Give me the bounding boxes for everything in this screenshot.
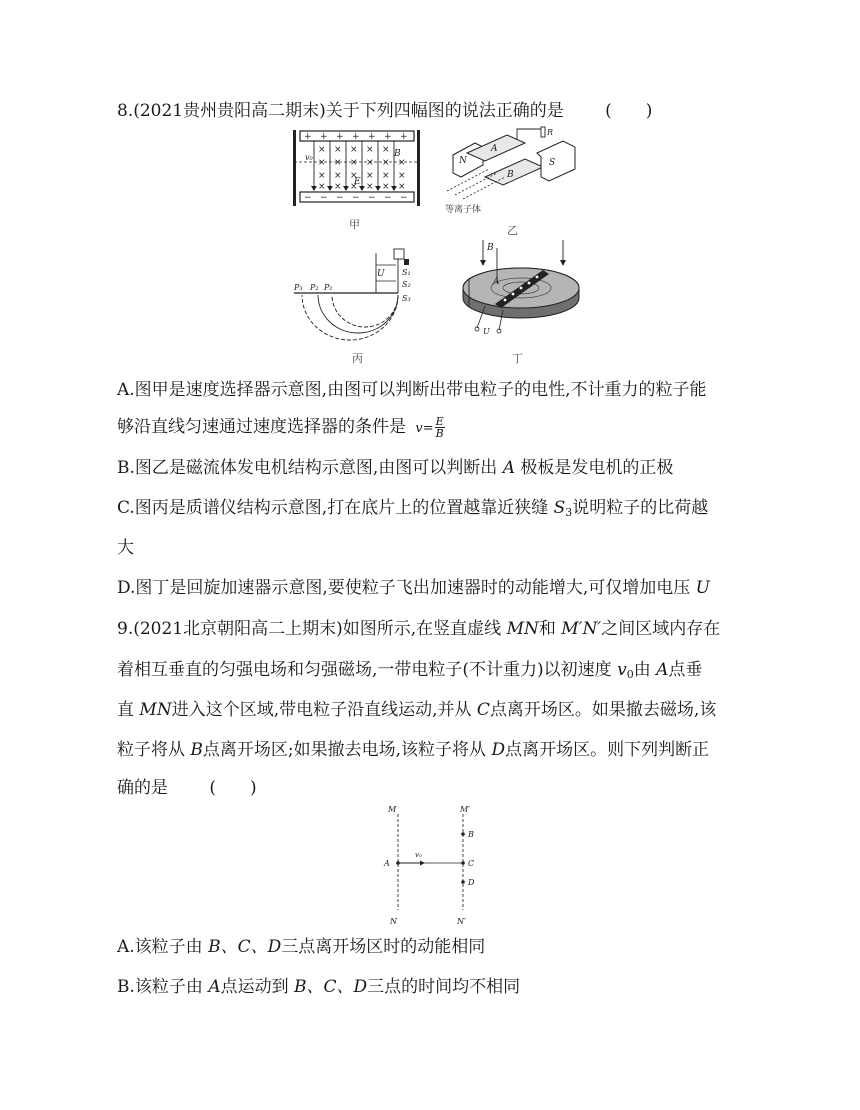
figure-yi-mhd-generator xyxy=(445,125,580,220)
figure-jia-velocity-selector xyxy=(290,128,425,208)
q8-option-c-line2: 大 xyxy=(117,538,134,558)
q8-answer-paren: ( ) xyxy=(605,101,653,121)
q8-option-c-line1: C.图丙是质谱仪结构示意图,打在底片上的位置越靠近狭缝 $S_3$说明粒子的比荷越 xyxy=(117,498,709,519)
q9-option-b: B.该粒子由 A点运动到 B、C、D三点的时间均不相同 xyxy=(117,977,521,997)
svg-text:×: × xyxy=(398,158,406,168)
svg-text:×: × xyxy=(318,182,326,192)
svg-text:×: × xyxy=(318,171,326,181)
svg-text:+: + xyxy=(400,132,408,142)
q8-option-a-line1: A.图甲是速度选择器示意图,由图可以判断出带电粒子的电性,不计重力的粒子能 xyxy=(117,380,707,400)
svg-text:S₃: S₃ xyxy=(402,294,411,303)
caption-jia: 甲 xyxy=(349,218,360,231)
svg-text:×: × xyxy=(334,182,342,192)
fraction-e-over-b: $\frac{E}{B}$ xyxy=(435,415,444,440)
caption-ding: 丁 xyxy=(512,352,523,365)
svg-text:×: × xyxy=(318,158,326,168)
svg-text:−: − xyxy=(352,193,360,203)
svg-text:B: B xyxy=(487,243,494,253)
svg-text:U: U xyxy=(377,269,385,279)
svg-text:×: × xyxy=(350,158,358,168)
svg-text:×: × xyxy=(366,182,374,192)
svg-text:×: × xyxy=(334,171,342,181)
svg-text:A: A xyxy=(493,277,500,287)
svg-text:×: × xyxy=(398,171,406,181)
svg-text:P₂: P₂ xyxy=(310,283,319,292)
svg-text:+: + xyxy=(352,132,360,142)
svg-text:×: × xyxy=(398,182,406,192)
svg-text:×: × xyxy=(366,145,374,155)
svg-text:v₀: v₀ xyxy=(415,851,422,859)
svg-text:D: D xyxy=(468,878,475,887)
svg-text:−: − xyxy=(368,193,376,203)
svg-text:B: B xyxy=(468,830,474,839)
q9-answer-paren: ( ) xyxy=(209,778,257,798)
svg-text:+: + xyxy=(384,132,392,142)
svg-text:S₁: S₁ xyxy=(402,268,411,277)
svg-text:N: N xyxy=(390,917,397,926)
q8-option-b: B.图乙是磁流体发电机结构示意图,由图可以判断出 A 极板是发电机的正极 xyxy=(117,458,674,478)
svg-text:×: × xyxy=(318,145,326,155)
q9-stem-line1: 9.(2021北京朝阳高二上期末)如图所示,在竖直虚线 MN和 M′N′之间区域内存在 xyxy=(117,619,721,639)
svg-text:−: − xyxy=(320,193,328,203)
svg-text:×: × xyxy=(366,171,374,181)
svg-text:R: R xyxy=(547,128,554,137)
svg-text:U: U xyxy=(483,327,490,336)
svg-text:×: × xyxy=(350,145,358,155)
svg-text:−: − xyxy=(400,193,408,203)
svg-text:E: E xyxy=(354,177,361,187)
svg-text:×: × xyxy=(382,158,390,168)
svg-text:−: − xyxy=(384,193,392,203)
svg-text:×: × xyxy=(382,182,390,192)
caption-bing: 丙 xyxy=(352,352,363,365)
svg-text:S₂: S₂ xyxy=(402,280,411,289)
svg-text:×: × xyxy=(334,158,342,168)
svg-text:×: × xyxy=(366,158,374,168)
q8-option-a-line2: 够沿直线匀速通过速度选择器的条件是 v= $\frac{E}{B}$ xyxy=(117,415,444,440)
svg-text:×: × xyxy=(350,182,358,192)
svg-text:×: × xyxy=(334,145,342,155)
svg-text:M′: M′ xyxy=(460,805,471,814)
svg-text:×: × xyxy=(382,145,390,155)
svg-text:A: A xyxy=(491,144,498,154)
svg-text:+: + xyxy=(304,132,312,142)
q8-stem: 8.(2021贵州贵阳高二期末)关于下列四幅图的说法正确的是 ( ) xyxy=(117,101,653,121)
svg-text:+: + xyxy=(320,132,328,142)
svg-text:N: N xyxy=(459,156,467,166)
q9-option-a: A.该粒子由 B、C、D三点离开场区时的动能相同 xyxy=(117,937,486,957)
figure-ding-cyclotron xyxy=(455,238,585,338)
svg-text:M: M xyxy=(388,805,397,814)
svg-text:N′: N′ xyxy=(457,917,466,926)
svg-text:−: − xyxy=(304,193,312,203)
svg-text:P₁: P₁ xyxy=(324,283,333,292)
q9-stem-line5: 确的是 ( ) xyxy=(117,778,257,798)
q9-stem-line2: 着相互垂直的匀强电场和匀强磁场,一带电粒子(不计重力)以初速度 $v_0$由 A点垂 xyxy=(117,660,703,681)
svg-text:P₃: P₃ xyxy=(294,283,303,292)
q8-option-d: D.图丁是回旋加速器示意图,要使粒子飞出加速器时的动能增大,可仅增加电压 U xyxy=(117,578,710,598)
svg-text:+: + xyxy=(336,132,344,142)
q9-stem-line3: 直 MN进入这个区域,带电粒子沿直线运动,并从 C点离开场区。如果撤去磁场,该 xyxy=(117,700,717,720)
caption-yi: 乙 xyxy=(507,224,518,237)
svg-text:×: × xyxy=(382,171,390,181)
svg-text:B: B xyxy=(394,149,401,159)
svg-text:B: B xyxy=(507,170,514,180)
svg-text:等离子体: 等离子体 xyxy=(445,205,482,215)
figure-q9-field-region xyxy=(380,800,490,930)
svg-text:S: S xyxy=(549,158,556,168)
svg-text:−: − xyxy=(336,193,344,203)
svg-text:C: C xyxy=(468,859,475,868)
q9-stem-line4: 粒子将从 B点离开场区;如果撤去电场,该粒子将从 D点离开场区。则下列判断正 xyxy=(117,740,710,760)
svg-text:A: A xyxy=(384,859,390,868)
figure-bing-mass-spectrometer xyxy=(290,245,425,345)
svg-text:+: + xyxy=(368,132,376,142)
svg-text:v₀: v₀ xyxy=(305,153,313,162)
svg-text:×: × xyxy=(350,171,358,181)
